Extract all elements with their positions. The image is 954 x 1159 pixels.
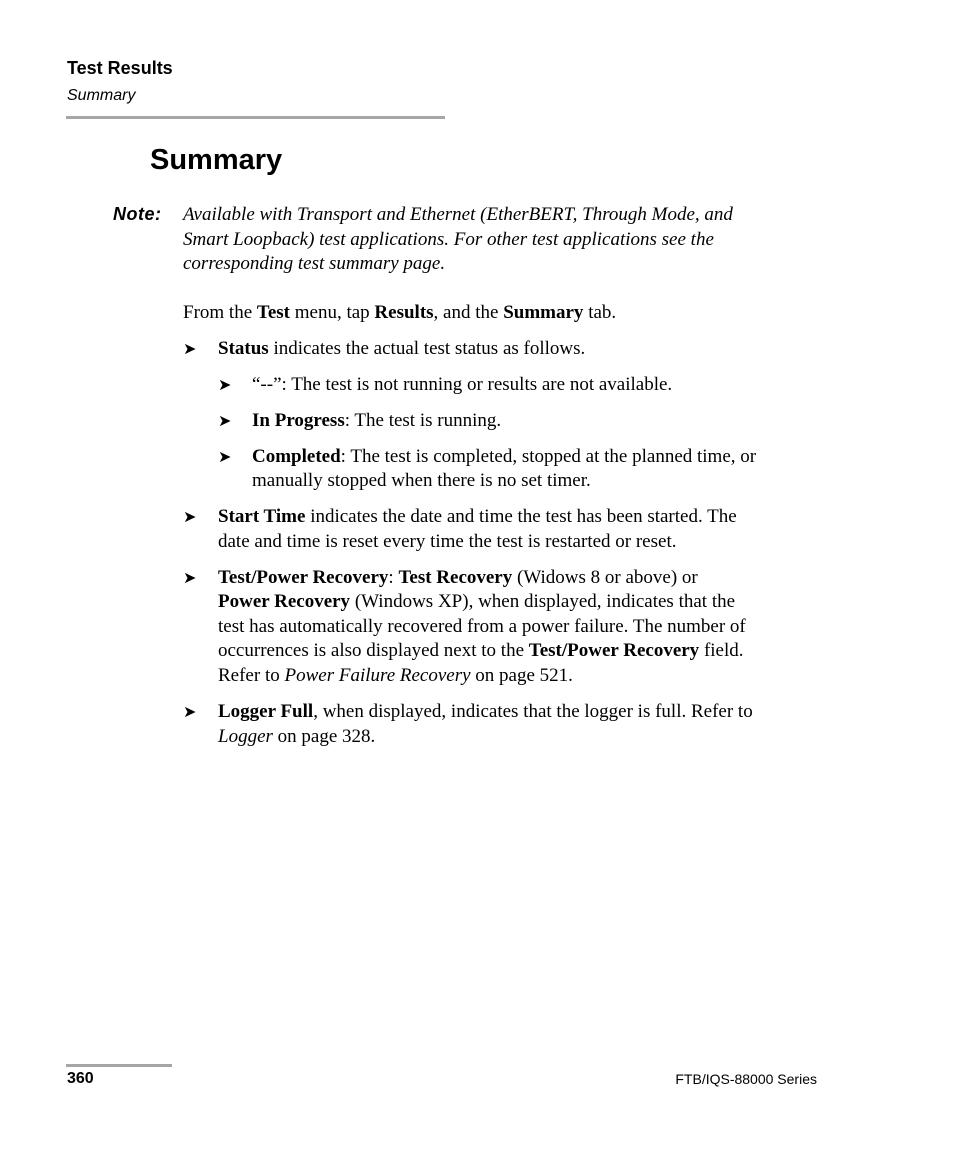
note-text: [183, 203, 813, 277]
note-line: Smart Loopback) test applications. For other test applications see the: [183, 228, 714, 250]
running-header-chapter: Test Results: [67, 58, 173, 78]
running-header-section: Summary: [67, 87, 136, 104]
bullet-arrow-icon: ➤: [183, 570, 197, 587]
note-label: Note:: [113, 204, 162, 224]
footer-rule: [66, 1064, 172, 1067]
recovery-line3: test has automatically recovered from a power failure. The number of: [218, 616, 746, 637]
start-time-line2: date and time is reset every time the test is restarted or reset.: [218, 531, 677, 552]
start-time-item: Start Time indicates the date and time the test has been started. The: [218, 506, 737, 527]
status-in-progress: In Progress: The test is running.: [252, 410, 502, 431]
recovery-line4: occurrences is also displayed next to the Test/Power Recovery field.: [218, 640, 744, 661]
recovery-line5: Refer to Power Failure Recovery on page 521.: [218, 665, 573, 686]
bullet-arrow-icon: ➤: [183, 509, 197, 526]
recovery-line2: Power Recovery (Windows XP), when displayed, indicates that the: [218, 591, 736, 612]
bullet-arrow-icon: ➤: [183, 704, 197, 721]
note-line: corresponding test summary page.: [183, 253, 446, 274]
sub-bullet-arrow-icon: ➤: [218, 413, 232, 430]
status-not-running: “--”: The test is not running or results are not available.: [252, 374, 673, 395]
intro-paragraph: From the Test menu, tap Results, and the Summary tab.: [183, 302, 617, 323]
status-item: Status indicates the actual test status as follows.: [218, 338, 586, 359]
power-failure-recovery-link[interactable]: Power Failure Recovery: [284, 665, 471, 686]
bullet-arrow-icon: ➤: [183, 341, 197, 358]
sub-bullet-arrow-icon: ➤: [218, 449, 232, 466]
header-rule: [66, 116, 445, 119]
page-title: Summary: [150, 144, 283, 176]
logger-line2: Logger on page 328.: [218, 726, 376, 747]
page-number: 360: [67, 1070, 94, 1087]
sub-bullet-arrow-icon: ➤: [218, 377, 232, 394]
logger-link[interactable]: Logger: [218, 726, 273, 747]
note-line: Available with Transport and Ethernet (EtherBERT, Through Mode, and: [183, 204, 733, 225]
logger-full-item: Logger Full, when displayed, indicates that the logger is full. Refer to: [218, 701, 753, 722]
status-completed: Completed: The test is completed, stopped at the planned time, or: [252, 446, 757, 467]
footer-series: FTB/IQS-88000 Series: [675, 1071, 817, 1087]
recovery-item: Test/Power Recovery: Test Recovery (Widows 8 or above) or: [218, 567, 698, 588]
status-completed-line2: manually stopped when there is no set timer.: [252, 470, 591, 491]
